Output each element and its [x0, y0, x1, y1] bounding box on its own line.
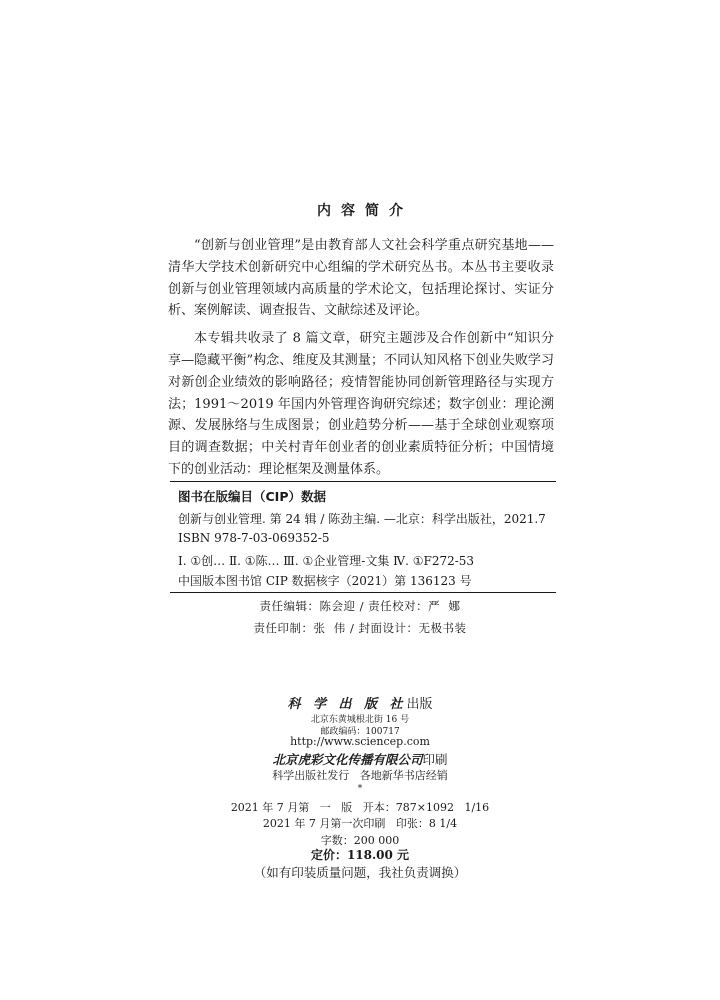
summary-title: 内容简介 [317, 203, 413, 219]
cip-heading: 图书在版编目（CIP）数据 [178, 489, 326, 504]
distribution: 科学出版社发行 各地新华书店经销 [272, 769, 448, 782]
publisher-name [0, 693, 720, 712]
cip-bibliographic-line: 创新与创业管理. 第 24 辑 / 陈劲主编. —北京：科学出版社，2021.7 [178, 512, 546, 526]
printing-line: 2021 年 7 月第一次印刷 印张：8 1/4 [262, 817, 458, 830]
publisher-name-text: 科 学 出 版 社 [287, 697, 407, 712]
cip-isbn: ISBN 978-7-03-069352-5 [178, 531, 330, 545]
summary-paragraph-1: “创新与创业管理”是由教育部人文社会科学重点研究基地——清华大学技术创新研究中心组编的学术研究丛书。本丛书主要收录创新与创业管理领域内高质量的学术论文，包括理论探讨、实证分析、案例解读、调查报告、文献综述及评论。 [168, 238, 554, 319]
postcode: 邮政编码：100717 [320, 727, 400, 737]
production-credits: 责任印制：张 伟 / 封面设计：无极书装 [253, 621, 467, 635]
publisher-website: http://www.sciencep.com [290, 735, 430, 748]
printer-name-text: 北京虎彩文化传播有限公司 [272, 752, 423, 767]
cip-bottom-rule [170, 592, 556, 593]
publisher-suffix: 出版 [406, 697, 433, 712]
price: 定价：118.00 元 [310, 848, 410, 862]
word-count: 字数：200 000 [320, 834, 400, 847]
quality-note: （如有印装质量问题，我社负责调换） [253, 865, 467, 880]
summary-body [168, 235, 554, 487]
summary-paragraph-2: 本专辑共收录了 8 篇文章，研究主题涉及合作创新中“知识分享—隐藏平衡”构念、维度及其测量；不同认知风格下创业失败学习对新创企业绩效的影响路径；疫情智能协同创新管理路径与实现方法；1991～2019 年国内外管理咨询研究综述；数字创业：理论溯源、发展脉络与生成图景；创业趋势分析——基于全球创业观察项目的调查数据；中关村青年创业者的创业素质特征分析；中国情境下的创业活动：理论框架及测量体系。 [168, 331, 554, 477]
cip-record-number: 中国版本图书馆 CIP 数据核字（2021）第 136123 号 [178, 574, 472, 588]
printer-suffix: 印刷 [422, 752, 448, 767]
printer-name [0, 750, 720, 768]
separator-mark: * [357, 784, 363, 794]
cip-classification: Ⅰ. ①创… Ⅱ. ①陈… Ⅲ. ①企业管理-文集 Ⅳ. ①F272-53 [178, 554, 475, 568]
edition-line: 2021 年 7 月第 一 版 开本：787×1092 1/16 [230, 801, 490, 814]
responsible-editors: 责任编辑：陈会迎 / 责任校对：严 娜 [259, 599, 461, 613]
publisher-address: 北京东黄城根北街 16 号 [310, 715, 410, 725]
cip-top-rule [170, 481, 556, 482]
